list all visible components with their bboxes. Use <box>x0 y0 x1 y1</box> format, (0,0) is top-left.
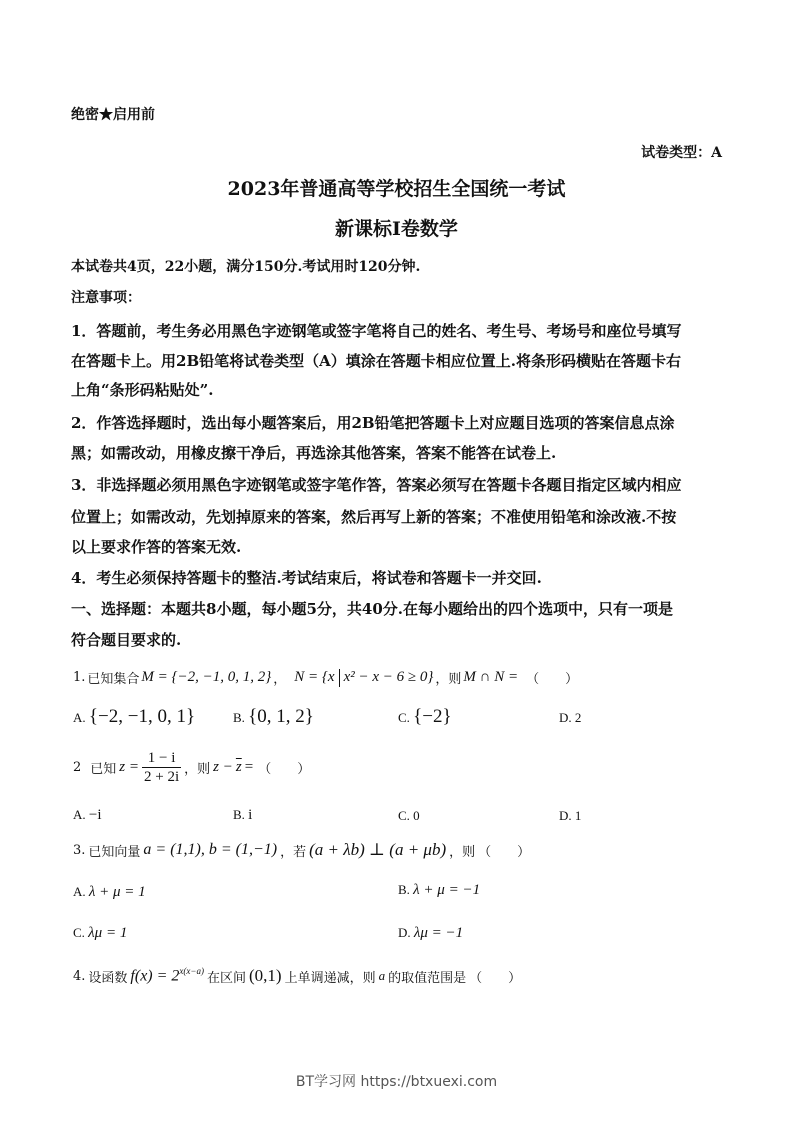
option-label: A. <box>73 710 86 725</box>
question-text: ，则 <box>435 672 462 687</box>
conjugate-z: $\overline{z}$ <box>235 759 242 775</box>
section-title: 一、选择题：本题共8小题，每小题5分，共40分.在每小题给出的四个选项中，只有一项是 <box>71 600 673 618</box>
option-c <box>73 925 127 942</box>
question-text: 已知集合 <box>87 672 140 687</box>
option-label: A. <box>73 807 86 822</box>
paper-type-label: 试卷类型：A <box>641 145 722 161</box>
function-definition <box>130 966 204 985</box>
option-d: D. 2 <box>559 710 582 725</box>
question-text: ，若 <box>280 844 307 860</box>
question-text: 已知向量 <box>88 844 141 860</box>
option-label: A. <box>73 884 86 899</box>
question-number: 4. <box>73 968 86 984</box>
question-text: 设函数 <box>88 970 128 986</box>
option-a <box>73 807 102 824</box>
notice-line: 4．考生必须保持答题卡的整洁.考试结束后，将试卷和答题卡一并交回. <box>71 569 542 587</box>
option-c <box>398 706 452 728</box>
notice-line: 位置上；如需改动，先划掉原来的答案，然后再写上新的答案；不准使用铅笔和涂改液.不按 <box>71 508 677 526</box>
answer-blank: （ ） <box>258 762 311 777</box>
fraction <box>142 749 181 786</box>
math-expression: M = {−2, −1, 0, 1, 2} <box>141 669 272 685</box>
question-text: 上单调递减，则 <box>284 970 376 986</box>
math-expression: z = <box>119 759 140 775</box>
option-d: D. 1 <box>559 808 582 823</box>
option-label: C. <box>398 710 410 725</box>
interval: (0,1) <box>249 966 282 985</box>
fraction-numerator: 1 − i <box>142 749 181 768</box>
notice-line: 上角“条形码粘贴处”. <box>71 381 214 399</box>
option-value: {−2} <box>413 706 452 727</box>
option-value: λμ = 1 <box>88 925 128 941</box>
function-exponent: x(x−a) <box>179 966 204 977</box>
answer-blank: （ ） <box>526 672 579 687</box>
question-text: 已知 <box>90 762 117 777</box>
notice-line: 3．非选择题必须用黑色字迹钢笔或签字笔作答，答案必须写在答题卡各题目指定区域内相应 <box>71 476 682 494</box>
section-title: 符合题目要求的. <box>71 631 182 649</box>
notice-line: 在答题卡上。用2B铅笔将试卷类型（A）填涂在答题卡相应位置上.将条形码横贴在答题卡右 <box>71 352 681 370</box>
math-expression: x² − x − 6 ≥ 0} <box>343 669 434 685</box>
option-b <box>398 882 480 899</box>
page-subtitle: 新课标Ⅰ卷数学 <box>335 218 458 240</box>
question-number: 2 <box>73 760 82 775</box>
footer-watermark: BT学习网 https://btxuexi.com <box>295 1074 498 1090</box>
question-4 <box>73 966 521 986</box>
option-value: {0, 1, 2} <box>248 706 314 727</box>
option-b <box>233 706 314 728</box>
vector-definition: a = (1,1), b = (1,−1) <box>143 841 278 858</box>
question-1 <box>73 668 578 687</box>
fraction-denominator: 2 + 2i <box>144 769 180 785</box>
option-label: D. <box>398 925 411 940</box>
option-value: i <box>248 807 253 823</box>
option-value: λ + μ = 1 <box>88 884 146 900</box>
option-value: λ + μ = −1 <box>413 882 481 898</box>
question-text: ，则 <box>449 844 476 860</box>
option-c: C. 0 <box>398 808 420 823</box>
option-label: C. <box>73 925 85 940</box>
notice-title: 注意事项： <box>71 290 141 306</box>
math-expression: M ∩ N = <box>463 669 519 685</box>
exam-summary: 本试卷共4页，22小题，满分150分.考试用时120分钟. <box>71 259 421 275</box>
option-a <box>73 706 195 728</box>
question-text: ，则 <box>184 762 211 777</box>
variable-a: a <box>378 968 386 983</box>
question-number: 3. <box>73 842 86 858</box>
question-text: 在区间 <box>206 970 246 986</box>
question-3 <box>73 840 530 860</box>
page-title: 2023年普通高等学校招生全国统一考试 <box>227 178 566 200</box>
option-label: B. <box>233 807 245 822</box>
answer-blank: （ ） <box>478 844 531 860</box>
math-expression: N = {x <box>294 669 335 685</box>
option-a <box>73 884 146 901</box>
set-divider <box>339 669 340 687</box>
confidential-label: 绝密★启用前 <box>71 107 155 123</box>
option-value: −i <box>88 807 102 823</box>
question-number: 1. <box>73 670 86 685</box>
option-value: λμ = −1 <box>413 925 464 941</box>
function-base: f(x) = 2 <box>130 967 180 985</box>
equals: = <box>244 759 254 775</box>
option-value: {−2, −1, 0, 1} <box>88 706 196 727</box>
notice-line: 黑；如需改动，用橡皮擦干净后，再选涂其他答案，答案不能答在试卷上. <box>71 444 557 462</box>
option-b <box>233 807 252 824</box>
math-expression: z − <box>213 759 233 775</box>
notice-line: 2．作答选择题时，选出每小题答案后，用2B铅笔把答题卡上对应题目选项的答案信息点涂 <box>71 414 675 432</box>
option-label: B. <box>233 710 245 725</box>
separator: ， <box>273 672 287 687</box>
notice-line: 1．答题前，考生务必用黑色字迹钢笔或签字笔将自己的姓名、考生号、考场号和座位号填写 <box>71 322 682 340</box>
question-text: 的取值范围是 <box>388 970 467 986</box>
perpendicular-condition: (a + λb) ⊥ (a + μb) <box>309 840 447 859</box>
notice-line: 以上要求作答的答案无效. <box>71 538 242 556</box>
question-2 <box>73 749 310 786</box>
answer-blank: （ ） <box>469 970 522 986</box>
option-label: B. <box>398 882 410 897</box>
option-d <box>398 925 463 942</box>
